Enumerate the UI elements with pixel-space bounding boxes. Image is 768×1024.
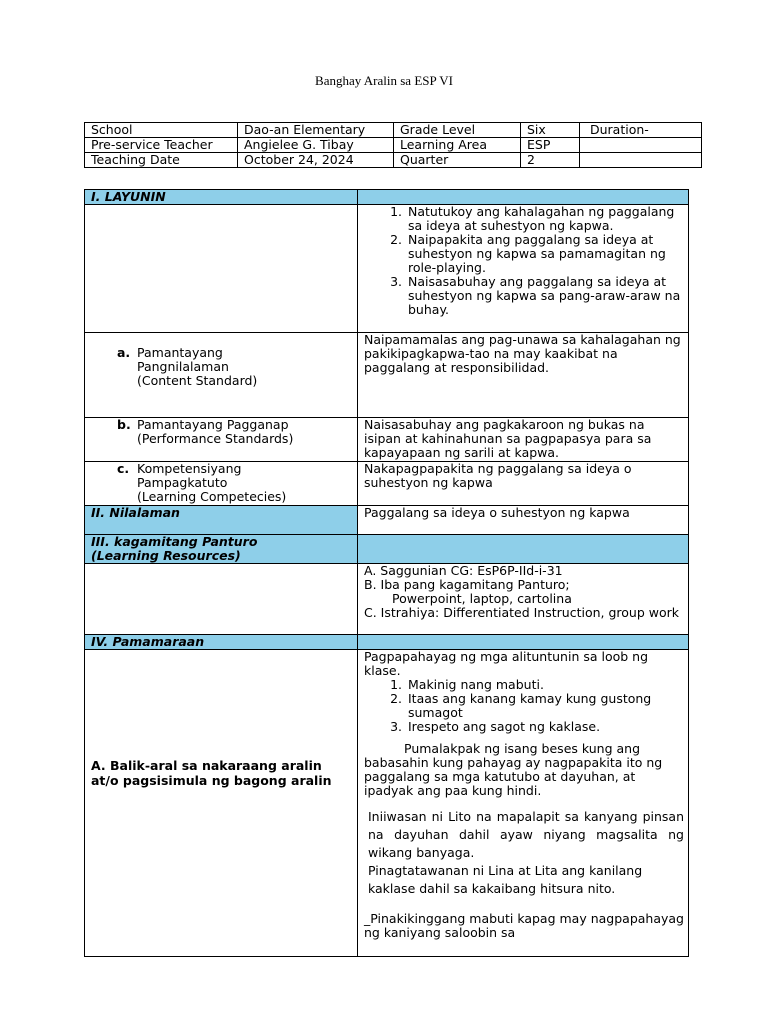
resource-line: C. Istrahiya: Differentiated Instruction, group work: [364, 605, 679, 620]
table-cell: Pre-service Teacher: [85, 138, 238, 153]
section-header-pamamaraan: [85, 635, 689, 650]
section-title: IV. Pamamaraan: [85, 635, 358, 650]
rules-list: [364, 678, 684, 734]
table-row: [85, 138, 702, 153]
competency-row: [85, 462, 689, 506]
section-title: III. kagamitang Panturo: [91, 534, 258, 549]
resource-line: B. Iba pang kagamitang Panturo;: [364, 577, 570, 592]
procedure-row: [85, 650, 689, 957]
resource-line: Powerpoint, laptop, cartolina: [392, 591, 572, 606]
resources-row: [85, 564, 689, 635]
table-cell: Teaching Date: [85, 153, 238, 168]
item-label: (Content Standard): [137, 373, 258, 388]
table-row: [85, 153, 702, 168]
list-item: 3. Irespeto ang sagot ng kaklase.: [406, 720, 684, 734]
list-item: 3. Naisasabuhay ang paggalang sa ideya at suhestyon ng kapwa sa pang-araw-araw na buhay.: [406, 275, 684, 317]
table-cell: Learning Area: [394, 138, 521, 153]
item-key: b.: [117, 417, 131, 432]
section-title: II. Nilalaman: [85, 506, 358, 535]
table-cell: Six: [521, 123, 580, 138]
objectives-list: [364, 205, 684, 317]
statement: Pinagtatawanan ni Lina at Lita ang kanilang kaklase dahil sa kakaibang hitsura nito.: [368, 863, 643, 896]
table-cell: Duration-: [580, 123, 702, 138]
section-header-layunin: [85, 190, 689, 205]
document-title: Banghay Aralin sa ESP VI: [315, 73, 453, 88]
procedure-label: A. Balik-aral sa nakaraang aralin at/o pagsisimula ng bagong aralin: [91, 758, 332, 788]
list-item: 1. Natutukoy ang kahalagahan ng paggalang sa ideya at suhestyon ng kapwa.: [406, 205, 684, 233]
table-cell: School: [85, 123, 238, 138]
lesson-plan-table: [84, 189, 689, 957]
procedure-instruction: Pumalakpak ng isang beses kung ang babasahin kung pahayag ay nagpapakita ito ng paggalang sa mga katutubo at dayuhan, at ipadyak ang paa kung hindi.: [364, 741, 663, 798]
section-header-kagamitan: [85, 535, 689, 564]
item-label: Kompetensiyang: [137, 461, 242, 476]
table-cell: Angielee G. Tibay: [238, 138, 394, 153]
item-label: (Learning Competecies): [137, 489, 287, 504]
content-standard-row: [85, 333, 689, 418]
resource-line: A. Saggunian CG: EsP6P-IId-i-31: [364, 563, 563, 578]
table-cell: Dao-an Elementary: [238, 123, 394, 138]
performance-standard-text: Naisasabuhay ang pagkakaroon ng bukas na isipan at kahinahunan sa pagpapasya para sa kapayapaan ng sarili at kapwa.: [358, 418, 689, 462]
info-table: [84, 122, 702, 168]
item-key: c.: [117, 461, 130, 476]
nilalaman-row: [85, 506, 689, 535]
item-label: Pangnilalaman: [137, 359, 229, 374]
competency-text: Nakapagpapakita ng paggalang sa ideya o suhestyon ng kapwa: [358, 462, 689, 506]
list-item: 1. Makinig nang mabuti.: [406, 678, 684, 692]
table-cell: ESP: [521, 138, 580, 153]
list-item: 2. Itaas ang kanang kamay kung gustong sumagot: [406, 692, 684, 720]
table-cell: October 24, 2024: [238, 153, 394, 168]
statement: Iniiwasan ni Lito na mapalapit sa kanyang pinsan na dayuhan dahil ayaw niyang magsalita ng wikang banyaga.: [368, 809, 684, 860]
procedure-intro: Pagpapahayag ng mga alituntunin sa loob ng klase.: [364, 649, 649, 678]
item-key: a.: [117, 345, 131, 360]
table-cell: 2: [521, 153, 580, 168]
performance-standard-row: [85, 418, 689, 462]
statement: _Pinakikinggang mabuti kapag may nagpapahayag ng kaniyang saloobin sa: [364, 911, 684, 940]
item-label: Pamantayang Pagganap: [137, 417, 289, 432]
list-item: 2. Naipapakita ang paggalang sa ideya at suhestyon ng kapwa sa pamamagitan ng role-playing.: [406, 233, 684, 275]
content-standard-text: Naipamamalas ang pag-unawa sa kahalagahan ng pakikipagkapwa-tao na may kaakibat na paggalang at responsibilidad.: [358, 333, 689, 418]
objectives-row: [85, 205, 689, 333]
item-label: Pamantayang: [137, 345, 223, 360]
section-title: I. LAYUNIN: [85, 190, 358, 205]
table-cell: Quarter: [394, 153, 521, 168]
table-cell: [580, 138, 702, 153]
item-label: Pampagkatuto: [137, 475, 228, 490]
section-title: (Learning Resources): [91, 548, 241, 563]
table-row: [85, 123, 702, 138]
table-cell: [580, 153, 702, 168]
table-cell: Grade Level: [394, 123, 521, 138]
item-label: (Performance Standards): [137, 431, 294, 446]
nilalaman-text: Paggalang sa ideya o suhestyon ng kapwa: [358, 506, 689, 535]
